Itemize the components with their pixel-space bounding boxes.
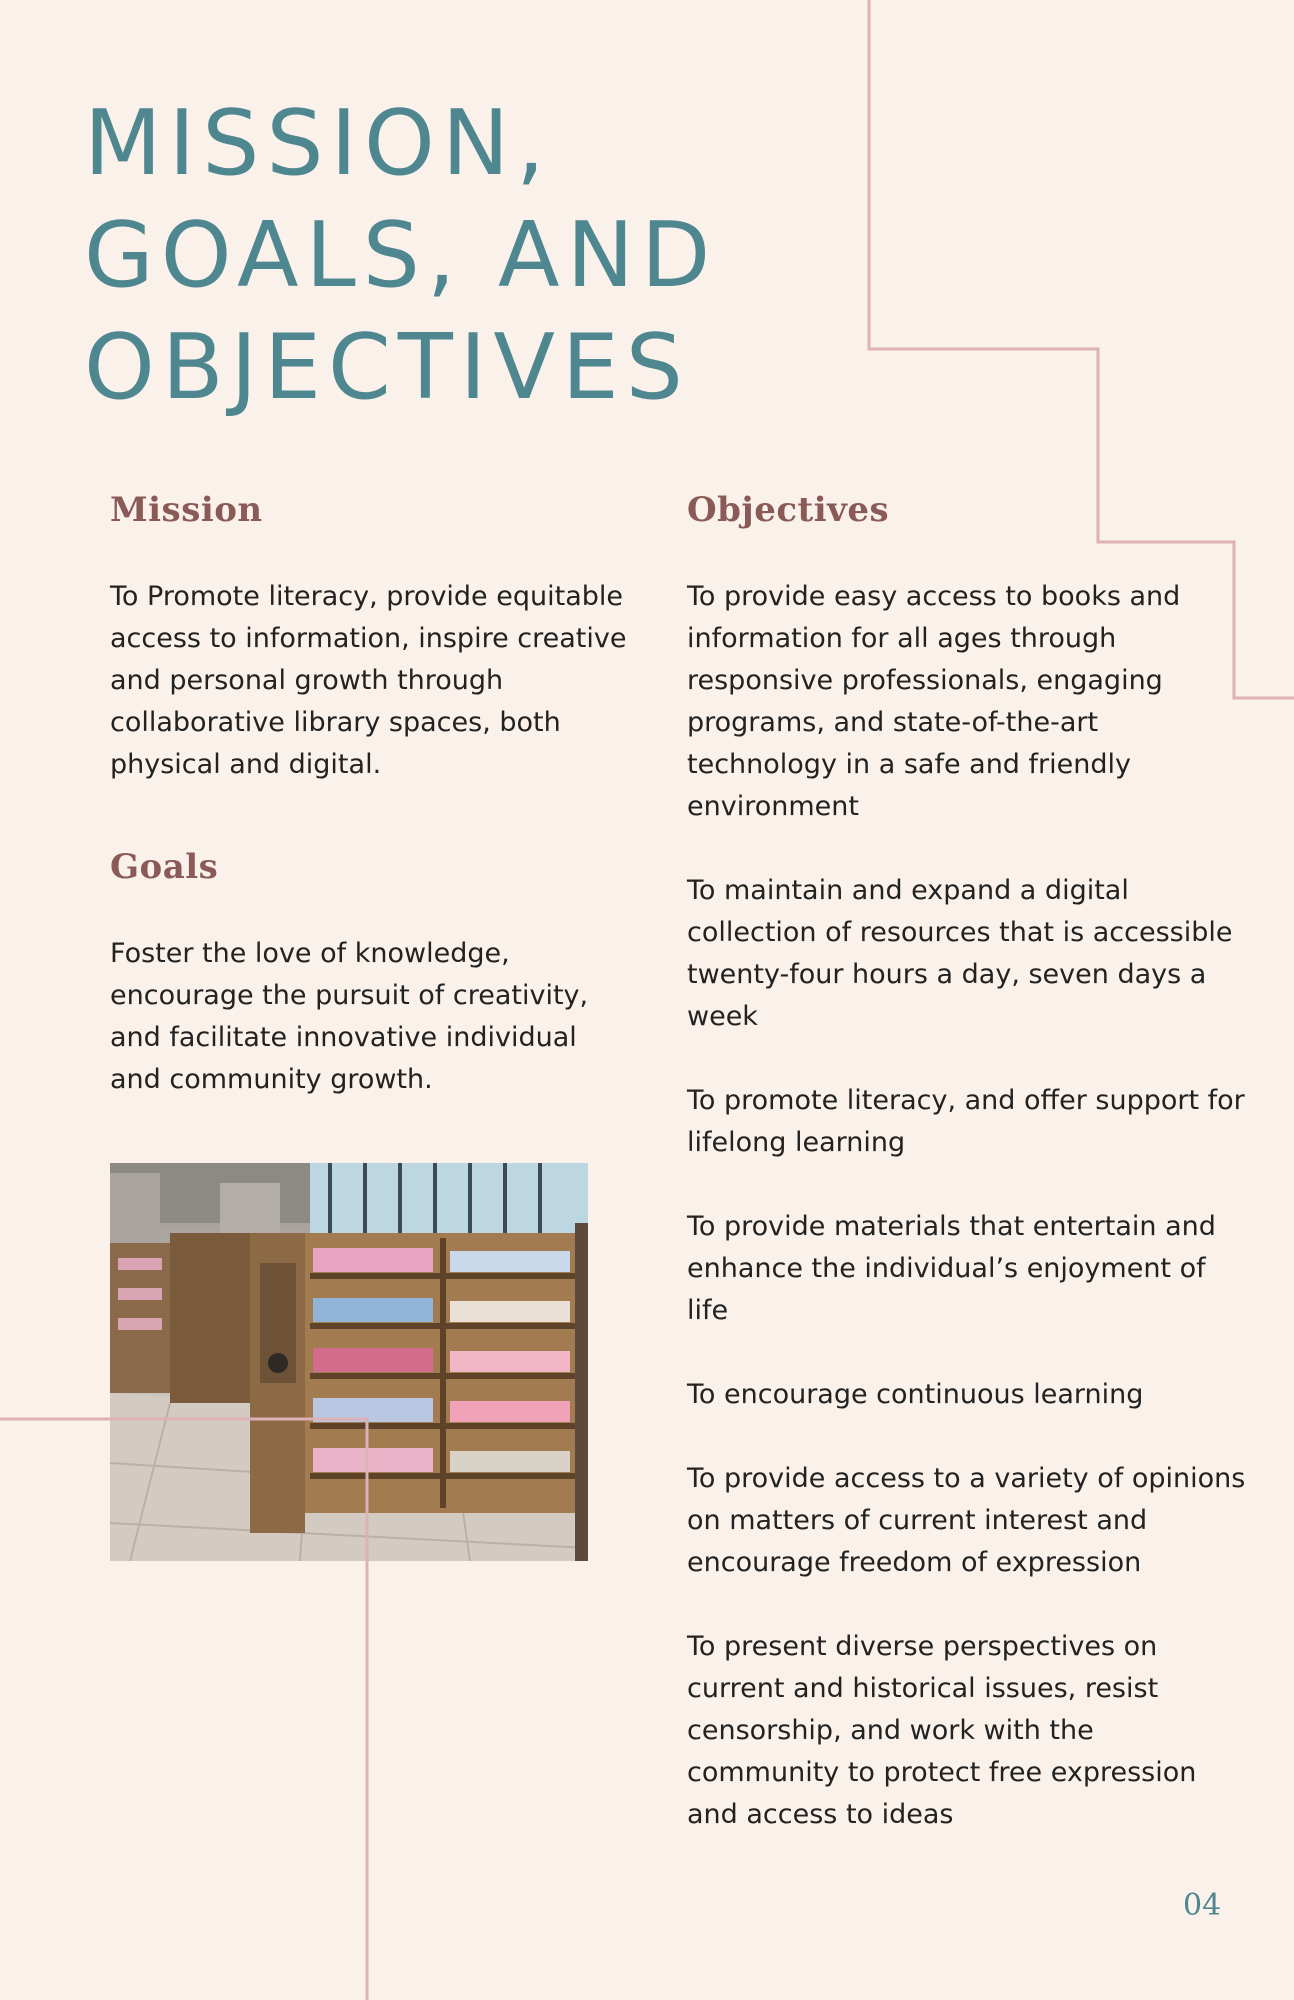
objective-item: To promote literacy, and offer support for lifelong learning xyxy=(687,1085,1245,1158)
objective-item: To provide easy access to books and information for all ages through responsive professionals, engaging programs, and state-of-the-art technology in a safe and friendly environment xyxy=(687,581,1181,822)
page-number: 04 xyxy=(1183,1888,1222,1923)
page-title-line-2: GOALS, AND xyxy=(84,203,718,308)
page-title-line-1: MISSION, xyxy=(84,91,552,196)
mission-text: To Promote literacy, provide equitable access to information, inspire creative and personal growth through collaborative library spaces, both physical and digital. xyxy=(110,581,627,780)
objective-item: To provide access to a variety of opinions on matters of current interest and encourage freedom of expression xyxy=(687,1463,1246,1578)
objectives-heading: Objectives xyxy=(687,490,890,530)
objectives-list xyxy=(687,576,1247,1878)
mission-heading: Mission xyxy=(110,490,263,530)
page-title-line-3: OBJECTIVES xyxy=(84,315,690,420)
objective-item: To maintain and expand a digital collection of resources that is accessible twenty-four hours a day, seven days a week xyxy=(687,875,1233,1032)
objective-item: To encourage continuous learning xyxy=(687,1379,1144,1410)
library-bookshelves-photo xyxy=(110,1163,588,1561)
page-title xyxy=(84,88,717,424)
goals-heading: Goals xyxy=(110,847,219,887)
objective-item: To present diverse perspectives on current and historical issues, resist censorship, and work with the community to protect free expression and access to ideas xyxy=(687,1631,1197,1830)
objective-item: To provide materials that entertain and enhance the individual’s enjoyment of life xyxy=(687,1211,1216,1326)
goals-text: Foster the love of knowledge, encourage the pursuit of creativity, and facilitate innovative individual and community growth. xyxy=(110,938,589,1095)
